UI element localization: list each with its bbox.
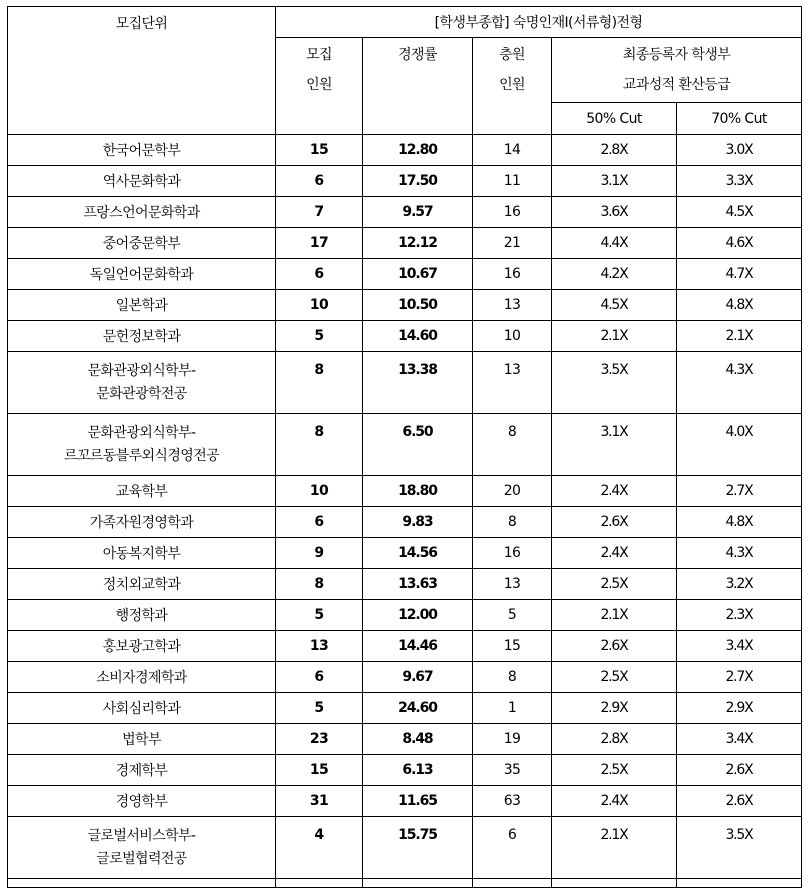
unit-cell: 경영학부 bbox=[8, 786, 276, 817]
cut50-cell: 2.1X bbox=[552, 817, 677, 879]
table-row bbox=[8, 631, 802, 662]
competition-rate-cell: 24.60 bbox=[363, 693, 473, 724]
recruit-cell: 10 bbox=[276, 476, 363, 507]
table-row bbox=[8, 507, 802, 538]
cut50-cell: 2.9X bbox=[552, 693, 677, 724]
recruit-cell: 6 bbox=[276, 662, 363, 693]
cut50-cell: 2.4X bbox=[552, 538, 677, 569]
table-row bbox=[8, 321, 802, 352]
cut50-cell: 2.4X bbox=[552, 786, 677, 817]
added-cell: 63 bbox=[473, 786, 552, 817]
cut50-cell: 3.6X bbox=[552, 197, 677, 228]
added-cell: 16 bbox=[473, 259, 552, 290]
added-cell: 13 bbox=[473, 290, 552, 321]
competition-rate-cell: 9.57 bbox=[363, 197, 473, 228]
added-cell: 11 bbox=[473, 166, 552, 197]
table-row-partial bbox=[8, 879, 802, 888]
recruit-cell: 23 bbox=[276, 724, 363, 755]
cut70-cell: 3.2X bbox=[677, 569, 802, 600]
unit-cell: 독일언어문화학과 bbox=[8, 259, 276, 290]
unit-name-line2: 르꼬르동블루외식경영전공 bbox=[63, 447, 220, 464]
header-competition: 경쟁률 bbox=[363, 38, 473, 135]
cut70-cell: 3.4X bbox=[677, 631, 802, 662]
cut70-cell: 2.1X bbox=[677, 321, 802, 352]
unit-cell: 사회심리학과 bbox=[8, 693, 276, 724]
competition-rate-cell: 14.46 bbox=[363, 631, 473, 662]
unit-cell: 문헌정보학과 bbox=[8, 321, 276, 352]
added-cell: 16 bbox=[473, 197, 552, 228]
cut70-cell: 3.4X bbox=[677, 724, 802, 755]
recruit-cell: 9 bbox=[276, 538, 363, 569]
header-final-grade: 최종등록자 학생부 교과성적 환산등급 bbox=[552, 38, 802, 103]
table-row bbox=[8, 414, 802, 476]
empty-cell bbox=[552, 879, 677, 888]
unit-name-line1: 글로벌서비스학부- bbox=[87, 827, 196, 844]
cut50-cell: 2.8X bbox=[552, 135, 677, 166]
added-cell: 13 bbox=[473, 352, 552, 414]
table-body bbox=[8, 135, 802, 888]
cut70-cell: 4.6X bbox=[677, 228, 802, 259]
recruit-cell: 17 bbox=[276, 228, 363, 259]
table-row bbox=[8, 290, 802, 321]
cut50-cell: 2.5X bbox=[552, 755, 677, 786]
unit-cell: 경제학부 bbox=[8, 755, 276, 786]
competition-rate-cell: 17.50 bbox=[363, 166, 473, 197]
recruit-cell: 8 bbox=[276, 569, 363, 600]
recruit-cell: 10 bbox=[276, 290, 363, 321]
table-row bbox=[8, 817, 802, 879]
added-cell: 14 bbox=[473, 135, 552, 166]
competition-rate-cell: 13.38 bbox=[363, 352, 473, 414]
empty-cell bbox=[276, 879, 363, 888]
unit-cell bbox=[8, 817, 276, 879]
competition-rate-cell: 9.67 bbox=[363, 662, 473, 693]
added-cell: 1 bbox=[473, 693, 552, 724]
added-cell: 13 bbox=[473, 569, 552, 600]
cut70-cell: 3.3X bbox=[677, 166, 802, 197]
added-cell: 35 bbox=[473, 755, 552, 786]
cut50-cell: 2.5X bbox=[552, 569, 677, 600]
competition-rate-cell: 14.60 bbox=[363, 321, 473, 352]
competition-rate-cell: 10.50 bbox=[363, 290, 473, 321]
recruit-cell: 31 bbox=[276, 786, 363, 817]
cut70-cell: 4.3X bbox=[677, 352, 802, 414]
unit-cell: 교육학부 bbox=[8, 476, 276, 507]
header-added: 충원 인원 bbox=[473, 38, 552, 135]
added-cell: 20 bbox=[473, 476, 552, 507]
added-cell: 8 bbox=[473, 414, 552, 476]
competition-rate-cell: 14.56 bbox=[363, 538, 473, 569]
cut70-cell: 4.0X bbox=[677, 414, 802, 476]
unit-cell: 가족자원경영학과 bbox=[8, 507, 276, 538]
competition-rate-cell: 6.50 bbox=[363, 414, 473, 476]
competition-rate-cell: 12.12 bbox=[363, 228, 473, 259]
unit-cell: 소비자경제학과 bbox=[8, 662, 276, 693]
competition-rate-cell: 11.65 bbox=[363, 786, 473, 817]
recruit-cell: 15 bbox=[276, 135, 363, 166]
added-cell: 6 bbox=[473, 817, 552, 879]
competition-rate-cell: 9.83 bbox=[363, 507, 473, 538]
competition-rate-cell: 12.00 bbox=[363, 600, 473, 631]
table-row bbox=[8, 197, 802, 228]
table-row bbox=[8, 259, 802, 290]
added-cell: 19 bbox=[473, 724, 552, 755]
recruit-cell: 15 bbox=[276, 755, 363, 786]
cut70-cell: 4.5X bbox=[677, 197, 802, 228]
header-unit: 모집단위 bbox=[8, 7, 276, 135]
table-row bbox=[8, 352, 802, 414]
cut70-cell: 2.7X bbox=[677, 662, 802, 693]
cut50-cell: 4.5X bbox=[552, 290, 677, 321]
cut50-cell: 4.4X bbox=[552, 228, 677, 259]
empty-cell bbox=[8, 879, 276, 888]
empty-cell bbox=[473, 879, 552, 888]
unit-cell bbox=[8, 352, 276, 414]
unit-cell: 행정학과 bbox=[8, 600, 276, 631]
competition-rate-cell: 15.75 bbox=[363, 817, 473, 879]
empty-cell bbox=[363, 879, 473, 888]
table-row bbox=[8, 228, 802, 259]
recruit-cell: 5 bbox=[276, 600, 363, 631]
unit-name-line2: 글로벌협력전공 bbox=[96, 850, 187, 867]
cut70-cell: 3.5X bbox=[677, 817, 802, 879]
table-row bbox=[8, 662, 802, 693]
recruit-cell: 13 bbox=[276, 631, 363, 662]
unit-cell: 아동복지학부 bbox=[8, 538, 276, 569]
cut50-cell: 3.1X bbox=[552, 414, 677, 476]
unit-cell: 홍보광고학과 bbox=[8, 631, 276, 662]
cut50-cell: 2.1X bbox=[552, 600, 677, 631]
cut70-cell: 2.9X bbox=[677, 693, 802, 724]
unit-name-line1: 문화관광외식학부- bbox=[87, 362, 196, 379]
cut70-cell: 2.6X bbox=[677, 786, 802, 817]
table-row bbox=[8, 538, 802, 569]
cut70-cell: 2.7X bbox=[677, 476, 802, 507]
added-cell: 21 bbox=[473, 228, 552, 259]
table-row bbox=[8, 600, 802, 631]
header-cut70: 70% Cut bbox=[677, 103, 802, 135]
recruit-cell: 6 bbox=[276, 259, 363, 290]
competition-rate-cell: 13.63 bbox=[363, 569, 473, 600]
cut70-cell: 4.7X bbox=[677, 259, 802, 290]
empty-cell bbox=[677, 879, 802, 888]
added-cell: 16 bbox=[473, 538, 552, 569]
cut50-cell: 2.1X bbox=[552, 321, 677, 352]
competition-rate-cell: 18.80 bbox=[363, 476, 473, 507]
cut70-cell: 2.6X bbox=[677, 755, 802, 786]
unit-cell: 법학부 bbox=[8, 724, 276, 755]
cut70-cell: 4.3X bbox=[677, 538, 802, 569]
competition-rate-cell: 12.80 bbox=[363, 135, 473, 166]
added-cell: 8 bbox=[473, 662, 552, 693]
cut50-cell: 2.6X bbox=[552, 507, 677, 538]
unit-cell: 일본학과 bbox=[8, 290, 276, 321]
unit-cell: 중어중문학부 bbox=[8, 228, 276, 259]
added-cell: 10 bbox=[473, 321, 552, 352]
unit-cell: 프랑스언어문화학과 bbox=[8, 197, 276, 228]
table-row bbox=[8, 693, 802, 724]
unit-name-line1: 문화관광외식학부- bbox=[87, 424, 196, 441]
table-row bbox=[8, 724, 802, 755]
unit-name-line2: 문화관광학전공 bbox=[96, 385, 187, 402]
added-cell: 5 bbox=[473, 600, 552, 631]
unit-cell: 역사문화학과 bbox=[8, 166, 276, 197]
admissions-results-table bbox=[7, 6, 802, 888]
recruit-cell: 5 bbox=[276, 693, 363, 724]
cut50-cell: 2.8X bbox=[552, 724, 677, 755]
table-row bbox=[8, 755, 802, 786]
unit-cell: 정치외교학과 bbox=[8, 569, 276, 600]
cut50-cell: 3.1X bbox=[552, 166, 677, 197]
table-row bbox=[8, 166, 802, 197]
recruit-cell: 7 bbox=[276, 197, 363, 228]
cut70-cell: 3.0X bbox=[677, 135, 802, 166]
cut50-cell: 2.5X bbox=[552, 662, 677, 693]
cut50-cell: 4.2X bbox=[552, 259, 677, 290]
recruit-cell: 6 bbox=[276, 507, 363, 538]
recruit-cell: 6 bbox=[276, 166, 363, 197]
recruit-cell: 4 bbox=[276, 817, 363, 879]
cut50-cell: 2.4X bbox=[552, 476, 677, 507]
table-row bbox=[8, 476, 802, 507]
recruit-cell: 5 bbox=[276, 321, 363, 352]
cut70-cell: 2.3X bbox=[677, 600, 802, 631]
table-row bbox=[8, 786, 802, 817]
cut70-cell: 4.8X bbox=[677, 290, 802, 321]
cut70-cell: 4.8X bbox=[677, 507, 802, 538]
competition-rate-cell: 8.48 bbox=[363, 724, 473, 755]
unit-cell bbox=[8, 414, 276, 476]
cut50-cell: 3.5X bbox=[552, 352, 677, 414]
added-cell: 15 bbox=[473, 631, 552, 662]
table-row bbox=[8, 569, 802, 600]
table-row bbox=[8, 135, 802, 166]
recruit-cell: 8 bbox=[276, 414, 363, 476]
header-row-1 bbox=[8, 7, 802, 38]
header-recruit: 모집 인원 bbox=[276, 38, 363, 135]
recruit-cell: 8 bbox=[276, 352, 363, 414]
cut50-cell: 2.6X bbox=[552, 631, 677, 662]
header-cut50: 50% Cut bbox=[552, 103, 677, 135]
added-cell: 8 bbox=[473, 507, 552, 538]
header-program: [학생부종합] 숙명인재Ⅰ(서류형)전형 bbox=[276, 7, 802, 38]
competition-rate-cell: 10.67 bbox=[363, 259, 473, 290]
unit-cell: 한국어문학부 bbox=[8, 135, 276, 166]
competition-rate-cell: 6.13 bbox=[363, 755, 473, 786]
